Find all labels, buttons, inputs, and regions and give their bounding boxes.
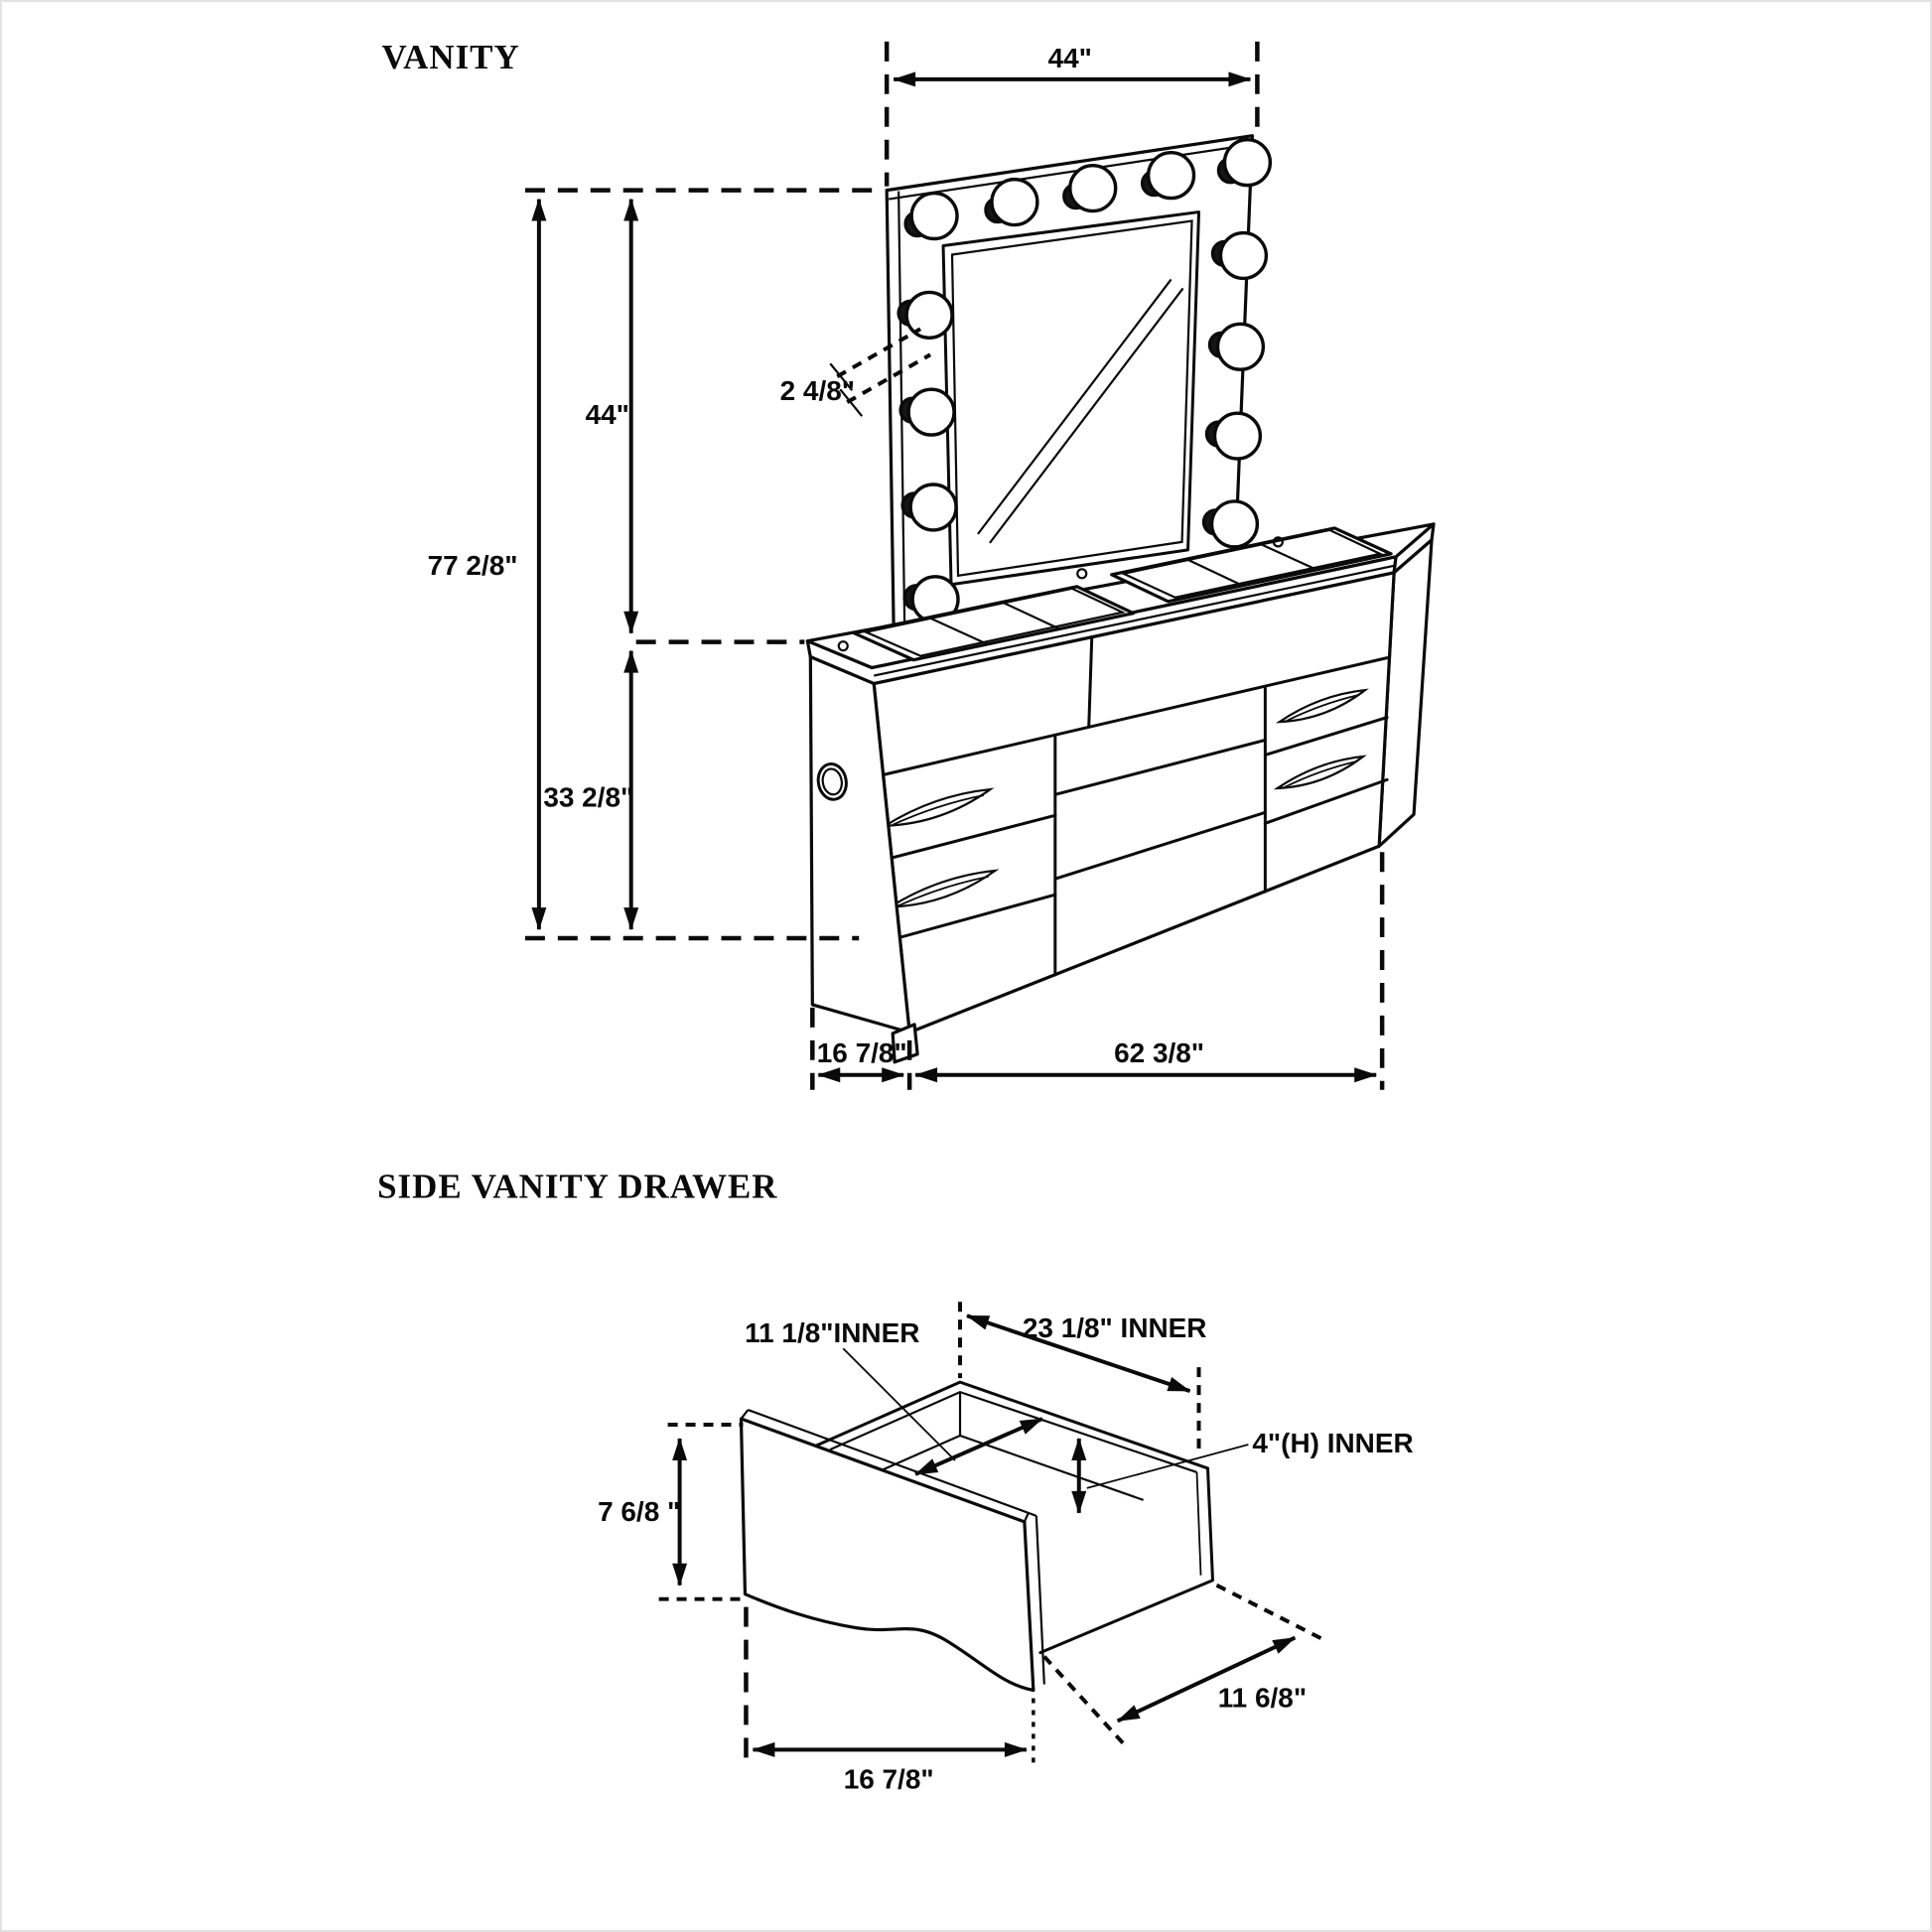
dim-total-height: [428, 200, 539, 929]
vanity-title: VANITY: [381, 37, 520, 76]
vanity-diagram: [381, 38, 1434, 1090]
dim-inner-width-label: 11 1/8"INNER: [745, 1317, 920, 1349]
dim-total-height-label: 77 2/8": [427, 549, 518, 581]
dim-base-height: [543, 651, 633, 929]
drawer-drawing: [741, 1382, 1212, 1690]
dim-frame-thickness-label: 2 4/8": [779, 375, 856, 407]
technical-drawing: [2, 2, 1930, 1930]
dim-drawer-depth-label: 11 6/8": [1217, 1682, 1308, 1714]
dim-front-height: [598, 1425, 747, 1599]
dim-inner-depth-label: 23 1/8" INNER: [1022, 1312, 1207, 1344]
side-drawer-title: SIDE VANITY DRAWER: [377, 1167, 778, 1206]
vanity-mirror: [780, 136, 1271, 628]
drawer-front-panel: [741, 1419, 1033, 1690]
dim-mirror-width-label: 44": [1047, 42, 1092, 73]
dim-inner-height-label: 4"(H) INNER: [1252, 1427, 1414, 1458]
dim-base-width-label: 62 3/8": [1114, 1036, 1205, 1068]
dim-drawer-depth: [1044, 1586, 1325, 1744]
side-drawer-diagram: [377, 1168, 1414, 1795]
box-right-wall: [1040, 1468, 1213, 1653]
dim-front-height-label: 7 6/8 ": [598, 1495, 681, 1527]
box-right-wall-inner: [1197, 1472, 1201, 1576]
dim-mirror-height: [586, 200, 631, 633]
dim-base-height-label: 33 2/8": [543, 781, 634, 813]
dim-base-depth-label: 16 7/8": [816, 1036, 907, 1068]
dim-mirror-height-label: 44": [585, 399, 629, 431]
dim-front-width-label: 16 7/8": [843, 1763, 934, 1795]
